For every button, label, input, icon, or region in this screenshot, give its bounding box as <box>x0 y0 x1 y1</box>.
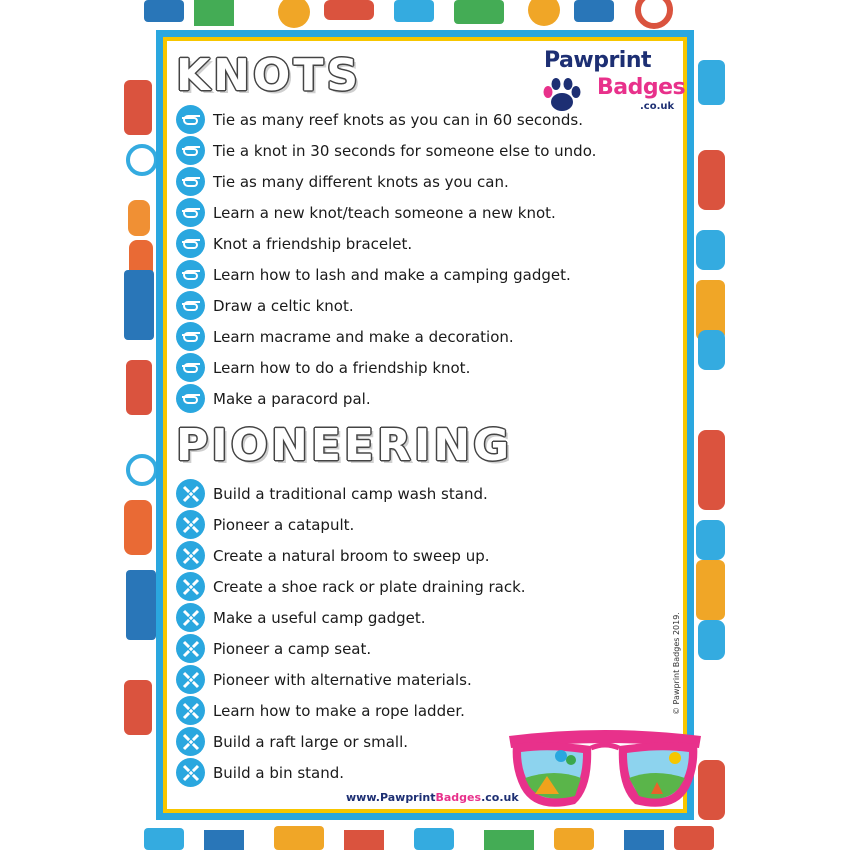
pioneering-task-text: Build a raft large or small. <box>213 732 409 751</box>
knots-list <box>176 104 596 414</box>
knot-task-text: Tie as many different knots as you can. <box>213 172 509 191</box>
list-item <box>176 664 526 695</box>
knot-task-text: Knot a friendship bracelet. <box>213 234 413 253</box>
crossed-poles-icon <box>176 541 205 570</box>
list-item <box>176 633 526 664</box>
knot-task-text: Make a paracord pal. <box>213 389 371 408</box>
crossed-poles-icon <box>176 603 205 632</box>
paw-icon <box>542 78 582 112</box>
list-item <box>176 726 526 757</box>
crossed-poles-icon <box>176 758 205 787</box>
list-item <box>176 757 526 788</box>
knot-icon <box>176 353 205 382</box>
knot-task-text: Learn a new knot/teach someone a new knot. <box>213 203 556 222</box>
pioneering-task-text: Make a useful camp gadget. <box>213 608 426 627</box>
knot-icon <box>176 322 205 351</box>
list-item <box>176 383 596 414</box>
crossed-poles-icon <box>176 665 205 694</box>
list-item <box>176 321 596 352</box>
pioneering-task-text: Pioneer a camp seat. <box>213 639 372 658</box>
crossed-poles-icon <box>176 572 205 601</box>
list-item <box>176 509 526 540</box>
pioneering-task-text: Pioneer a catapult. <box>213 515 355 534</box>
knot-task-text: Tie as many reef knots as you can in 60 seconds. <box>213 110 583 129</box>
knot-task-text: Learn how to lash and make a camping gadget. <box>213 265 571 284</box>
crossed-poles-icon <box>176 727 205 756</box>
crossed-poles-icon <box>176 634 205 663</box>
pioneering-task-text: Build a traditional camp wash stand. <box>213 484 488 503</box>
pioneering-task-text: Learn how to make a rope ladder. <box>213 701 465 720</box>
knot-icon <box>176 167 205 196</box>
pawprint-badges-logo <box>540 44 690 114</box>
list-item <box>176 571 526 602</box>
website-footer <box>346 791 519 804</box>
list-item <box>176 290 596 321</box>
pioneering-task-text: Create a natural broom to sweep up. <box>213 546 490 565</box>
copyright-notice: © Pawprint Badges 2019. <box>672 612 681 715</box>
website-part-2: Badges <box>435 791 482 804</box>
pioneering-list <box>176 478 526 788</box>
list-item <box>176 478 526 509</box>
knot-icon <box>176 384 205 413</box>
knot-icon <box>176 198 205 227</box>
knots-heading: KNOTS <box>176 50 362 101</box>
website-part-3: .co.uk <box>481 791 519 804</box>
list-item <box>176 197 596 228</box>
sunglasses-illustration <box>505 718 705 818</box>
pioneering-heading: PIONEERING <box>176 420 513 471</box>
logo-domain-suffix: .co.uk <box>640 101 675 112</box>
knot-task-text: Learn macrame and make a decoration. <box>213 327 514 346</box>
pioneering-task-text: Create a shoe rack or plate draining rack. <box>213 577 526 596</box>
list-item <box>176 166 596 197</box>
list-item <box>176 695 526 726</box>
list-item <box>176 135 596 166</box>
list-item <box>176 259 596 290</box>
pioneering-task-text: Build a bin stand. <box>213 763 345 782</box>
knot-icon <box>176 136 205 165</box>
list-item <box>176 352 596 383</box>
list-item <box>176 540 526 571</box>
knot-icon <box>176 229 205 258</box>
knot-task-text: Tie a knot in 30 seconds for someone else to undo. <box>213 141 597 160</box>
crossed-poles-icon <box>176 510 205 539</box>
pioneering-task-text: Pioneer with alternative materials. <box>213 670 472 689</box>
knot-icon <box>176 291 205 320</box>
list-item <box>176 602 526 633</box>
knot-task-text: Draw a celtic knot. <box>213 296 354 315</box>
logo-line-2: Badges <box>597 75 686 100</box>
knot-task-text: Learn how to do a friendship knot. <box>213 358 471 377</box>
website-part-1: www.Pawprint <box>346 791 436 804</box>
knot-icon <box>176 260 205 289</box>
crossed-poles-icon <box>176 696 205 725</box>
list-item <box>176 228 596 259</box>
knot-icon <box>176 105 205 134</box>
logo-line-1: Pawprint <box>544 48 652 73</box>
list-item <box>176 104 596 135</box>
crossed-poles-icon <box>176 479 205 508</box>
